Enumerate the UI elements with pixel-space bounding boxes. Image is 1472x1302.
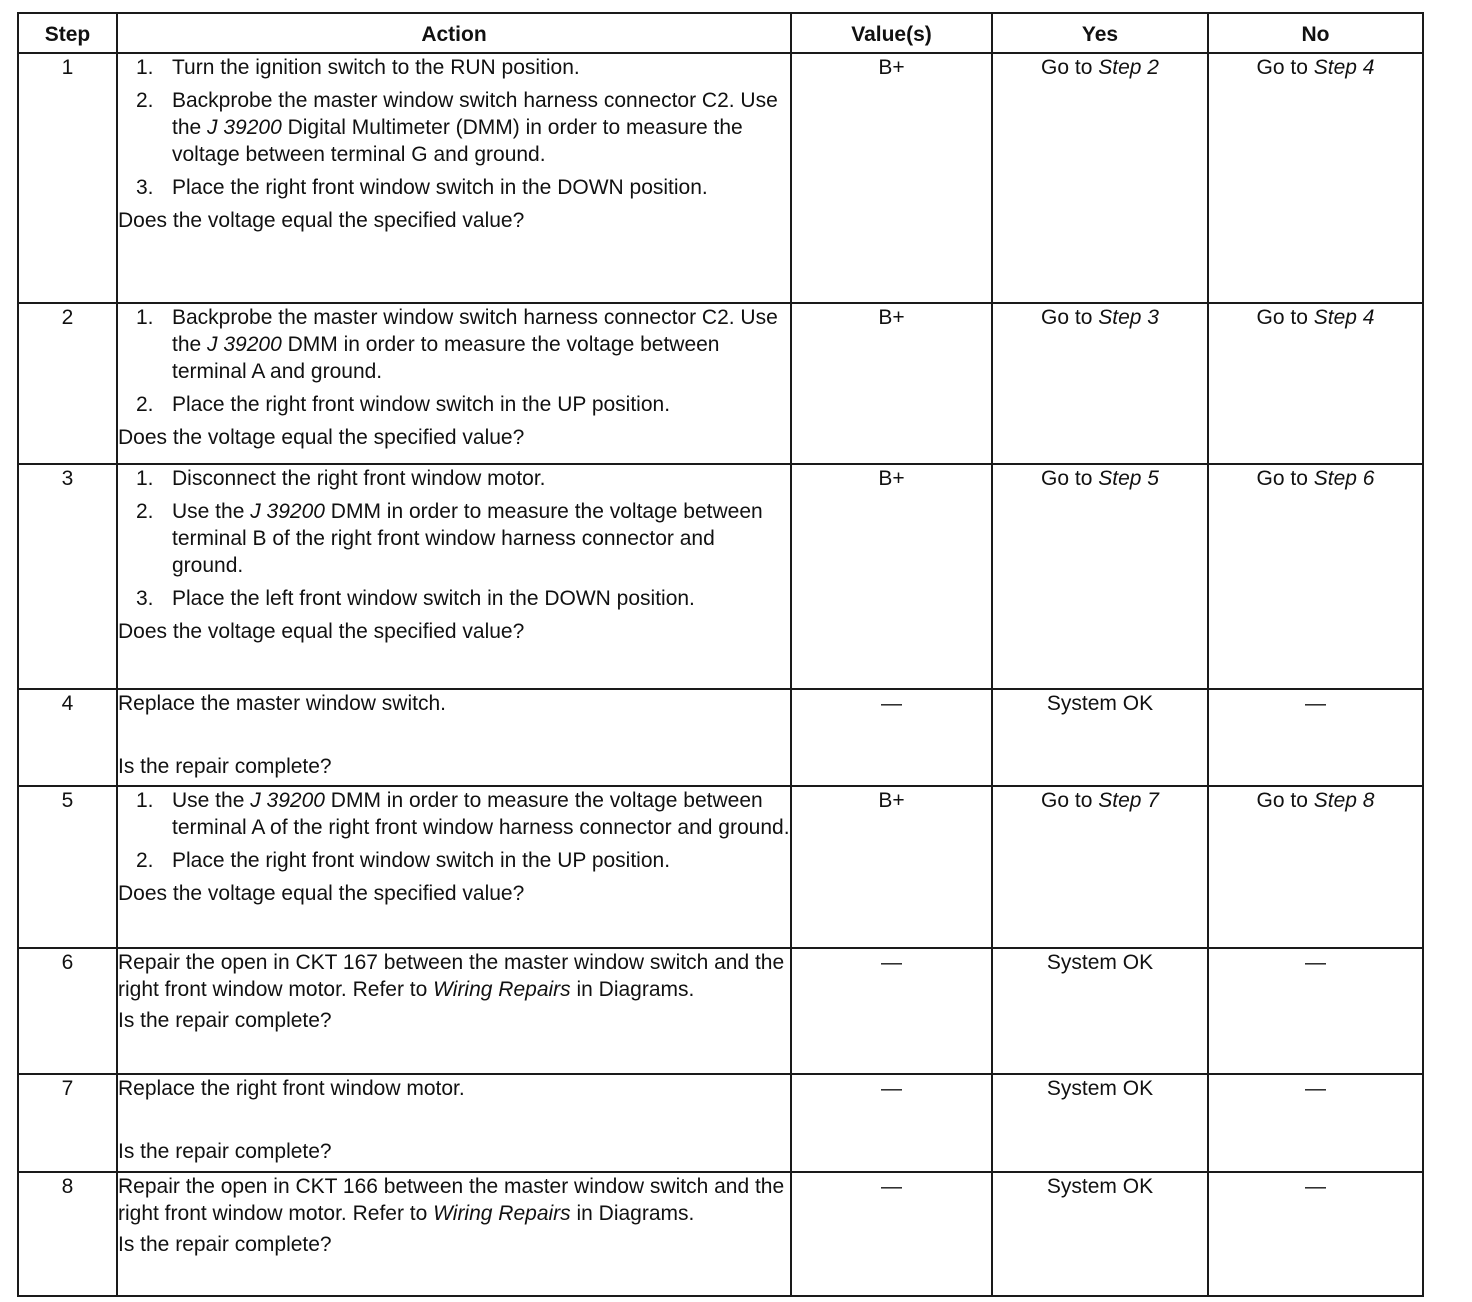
yes-cell[interactable]: Go to Step 5	[992, 464, 1208, 689]
tool-ref: J 39200	[250, 500, 325, 523]
table-row	[18, 53, 1423, 303]
table-row	[18, 464, 1423, 689]
header-yes: Yes	[992, 13, 1208, 53]
step-question: Does the voltage equal the specified value?	[118, 209, 525, 232]
wiring-repairs-ref[interactable]: Wiring Repairs	[433, 1202, 571, 1225]
step-number: 7	[18, 1074, 117, 1172]
yes-cell[interactable]: Go to Step 2	[992, 53, 1208, 303]
action-steps	[118, 304, 790, 418]
no-cell[interactable]: Go to Step 8	[1208, 786, 1423, 948]
no-cell: —	[1208, 689, 1423, 786]
table-row	[18, 1172, 1423, 1296]
header-no: No	[1208, 13, 1423, 53]
table-row	[18, 689, 1423, 786]
table-row	[18, 303, 1423, 464]
wiring-repairs-ref[interactable]: Wiring Repairs	[433, 978, 571, 1001]
value-cell: B+	[791, 53, 992, 303]
step-number: 3	[18, 464, 117, 689]
action-step: 1. Backprobe the master window switch harness connector C2. Use the J 39200 DMM in order to measure the voltage between terminal A and ground.	[136, 306, 778, 383]
action-step: 2. Backprobe the master window switch harness connector C2. Use the J 39200 Digital Multimeter (DMM) in order to measure the voltage between terminal G and ground.	[136, 89, 778, 166]
action-cell	[117, 53, 791, 303]
no-cell[interactable]: Go to Step 4	[1208, 53, 1423, 303]
value-cell: B+	[791, 786, 992, 948]
yes-cell[interactable]: System OK	[992, 1074, 1208, 1172]
tool-ref: J 39200	[207, 116, 282, 139]
step-question: Does the voltage equal the specified value?	[118, 620, 525, 643]
no-cell: —	[1208, 1172, 1423, 1296]
step-link[interactable]: Step 5	[1098, 467, 1159, 490]
value-cell: —	[791, 1172, 992, 1296]
step-number: 4	[18, 689, 117, 786]
action-step: 3. Place the left front window switch in the DOWN position.	[136, 587, 695, 610]
step-link[interactable]: Step 4	[1313, 306, 1375, 329]
action-step: 2. Place the right front window switch in the UP position.	[136, 393, 671, 416]
step-link[interactable]: Step 8	[1313, 789, 1375, 812]
table-row	[18, 948, 1423, 1074]
step-number: 6	[18, 948, 117, 1074]
header-step: Step	[18, 13, 117, 53]
value-cell: —	[791, 1074, 992, 1172]
action-text: Replace the master window switch.	[118, 692, 446, 715]
yes-cell[interactable]: System OK	[992, 948, 1208, 1074]
action-text: Replace the right front window motor.	[118, 1077, 465, 1100]
step-number: 2	[18, 303, 117, 464]
step-question: Is the repair complete?	[118, 1009, 332, 1032]
no-cell: —	[1208, 1074, 1423, 1172]
action-cell	[117, 1172, 791, 1296]
no-cell[interactable]: Go to Step 6	[1208, 464, 1423, 689]
value-cell: B+	[791, 464, 992, 689]
step-link[interactable]: Step 7	[1098, 789, 1159, 812]
diagnostic-table	[17, 12, 1424, 1297]
action-text: Repair the open in CKT 167 between the master window switch and the right front window motor. Refer to Wiring Repairs in Diagrams.	[118, 951, 785, 1001]
step-number: 8	[18, 1172, 117, 1296]
step-number: 5	[18, 786, 117, 948]
step-link[interactable]: Step 2	[1098, 56, 1159, 79]
yes-cell[interactable]: System OK	[992, 1172, 1208, 1296]
header-values: Value(s)	[791, 13, 992, 53]
action-cell	[117, 948, 791, 1074]
value-cell: —	[791, 689, 992, 786]
step-link[interactable]: Step 4	[1313, 56, 1375, 79]
step-question: Is the repair complete?	[118, 1233, 332, 1256]
action-text: Repair the open in CKT 166 between the master window switch and the right front window motor. Refer to Wiring Repairs in Diagrams.	[118, 1175, 785, 1225]
action-step: 1. Turn the ignition switch to the RUN position.	[136, 56, 580, 79]
action-steps	[118, 787, 790, 874]
yes-cell[interactable]: Go to Step 7	[992, 786, 1208, 948]
action-cell	[117, 1074, 791, 1172]
step-link[interactable]: Step 6	[1313, 467, 1375, 490]
action-cell	[117, 786, 791, 948]
value-cell: —	[791, 948, 992, 1074]
action-step: 2. Place the right front window switch in the UP position.	[136, 849, 671, 872]
value-cell: B+	[791, 303, 992, 464]
tool-ref: J 39200	[250, 789, 325, 812]
yes-cell[interactable]: Go to Step 3	[992, 303, 1208, 464]
action-cell	[117, 464, 791, 689]
no-cell: —	[1208, 948, 1423, 1074]
yes-cell[interactable]: System OK	[992, 689, 1208, 786]
action-steps	[118, 465, 790, 612]
step-question: Does the voltage equal the specified value?	[118, 882, 525, 905]
step-question: Does the voltage equal the specified value?	[118, 426, 525, 449]
tool-ref: J 39200	[207, 333, 282, 356]
action-cell	[117, 303, 791, 464]
action-step: 3. Place the right front window switch in the DOWN position.	[136, 176, 708, 199]
header-row	[18, 13, 1423, 53]
no-cell[interactable]: Go to Step 4	[1208, 303, 1423, 464]
action-step: 2. Use the J 39200 DMM in order to measure the voltage between terminal B of the right front window harness connector and ground.	[136, 500, 763, 577]
step-question: Is the repair complete?	[118, 755, 332, 778]
step-question: Is the repair complete?	[118, 1140, 332, 1163]
action-step: 1. Use the J 39200 DMM in order to measure the voltage between terminal A of the right front window harness connector and ground.	[136, 789, 790, 839]
action-step: 1. Disconnect the right front window motor.	[136, 467, 546, 490]
step-number: 1	[18, 53, 117, 303]
table-row	[18, 786, 1423, 948]
header-action: Action	[117, 13, 791, 53]
step-link[interactable]: Step 3	[1098, 306, 1159, 329]
action-steps	[118, 54, 790, 201]
action-cell	[117, 689, 791, 786]
table-row	[18, 1074, 1423, 1172]
